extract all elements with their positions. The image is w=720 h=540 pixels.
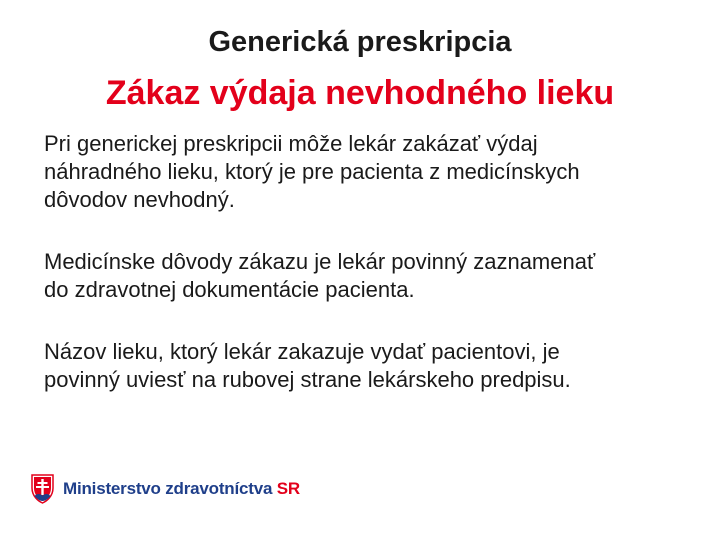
slide-body	[44, 130, 694, 428]
ministry-name-main: Ministerstvo zdravotníctva	[63, 479, 277, 498]
ministry-logo	[30, 474, 300, 504]
paragraph-1: Pri generickej preskripcii môže lekár zakázať výdaj náhradného lieku, ktorý je pre pacienta z medicínskych dôvodov nevhodný.	[44, 131, 580, 212]
paragraph-2: Medicínske dôvody zákazu je lekár povinný zaznamenať do zdravotnej dokumentácie pacienta.	[44, 249, 596, 302]
paragraph-3: Názov lieku, ktorý lekár zakazuje vydať pacientovi, je povinný uviesť na rubovej strane lekárskeho predpisu.	[44, 339, 571, 392]
slide-title: Generická preskripcia	[208, 26, 512, 58]
slovak-coat-of-arms-icon	[30, 474, 55, 504]
ministry-name-accent: SR	[276, 479, 300, 498]
slide-subtitle: Zákaz výdaja nevhodného lieku	[105, 74, 615, 112]
ministry-name	[63, 479, 300, 499]
